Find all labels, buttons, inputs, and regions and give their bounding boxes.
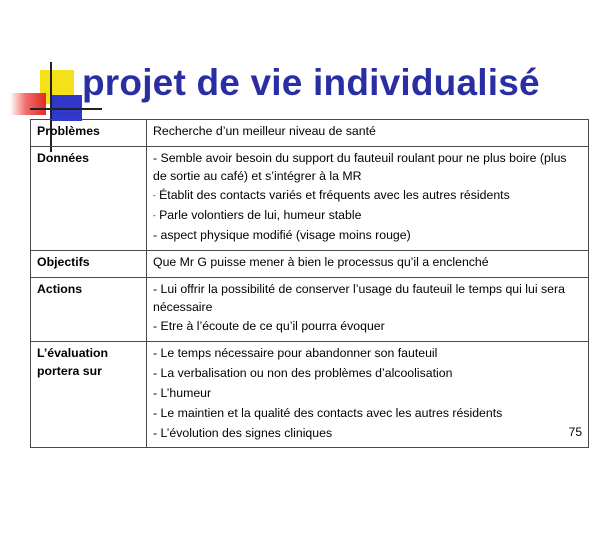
row-content-donnees: [147, 146, 589, 250]
table-row-evaluation: [31, 342, 589, 448]
list-item: - Semble avoir besoin du support du fauteuil roulant pour ne plus boire (plus de sortie au café) et s’intégrer à la MR: [153, 150, 567, 183]
list-item: - aspect physique modifié (visage moins rouge): [153, 228, 411, 243]
table-row-donnees: [31, 146, 589, 250]
row-label-donnees: Données: [31, 146, 147, 250]
row-label-actions: Actions: [31, 277, 147, 341]
decoration-horizontal-line: [30, 108, 102, 110]
small-dash-marker: -: [153, 211, 156, 221]
list-item-text: Parle volontiers de lui, humeur stable: [159, 208, 362, 223]
row-label-objectifs: Objectifs: [31, 250, 147, 277]
row-label-problemes: Problèmes: [31, 120, 147, 147]
list-item: - Lui offrir la possibilité de conserver l’usage du fauteuil le temps qui lui sera nécessaire: [153, 281, 565, 314]
row-content-objectifs: [147, 250, 589, 277]
page-title: projet de vie individualisé: [82, 62, 540, 103]
list-item-text: Établit des contacts variés et fréquents avec les autres résidents: [159, 188, 510, 203]
table-row-problemes: [31, 120, 589, 147]
table-row-actions: [31, 277, 589, 341]
list-item: Recherche d’un meilleur niveau de santé: [153, 124, 376, 138]
row-label-evaluation: L’évaluation portera sur: [31, 342, 147, 448]
row-content-actions: [147, 277, 589, 341]
list-item-with-small-dash: [153, 207, 583, 225]
table-row-objectifs: [31, 250, 589, 277]
list-item: - Le temps nécessaire pour abandonner son fauteuil: [153, 346, 438, 361]
list-item: - Etre à l’écoute de ce qu’il pourra évoquer: [153, 319, 385, 334]
page-number: 75: [568, 425, 582, 440]
list-item: - La verbalisation ou non des problèmes d’alcoolisation: [153, 366, 453, 381]
list-item: - L’humeur: [153, 385, 212, 400]
list-item: Que Mr G puisse mener à bien le processus qu’il a enclenché: [153, 254, 489, 269]
row-content-evaluation: [147, 342, 589, 448]
decoration-red-square: [10, 93, 46, 115]
list-item-with-small-dash: [153, 187, 583, 205]
care-plan-table: [30, 119, 589, 448]
row-content-problemes: [147, 120, 589, 147]
small-dash-marker: -: [153, 191, 156, 201]
list-item: - Le maintien et la qualité des contacts avec les autres résidents: [153, 405, 503, 420]
list-item: - L’évolution des signes cliniques: [153, 425, 333, 440]
